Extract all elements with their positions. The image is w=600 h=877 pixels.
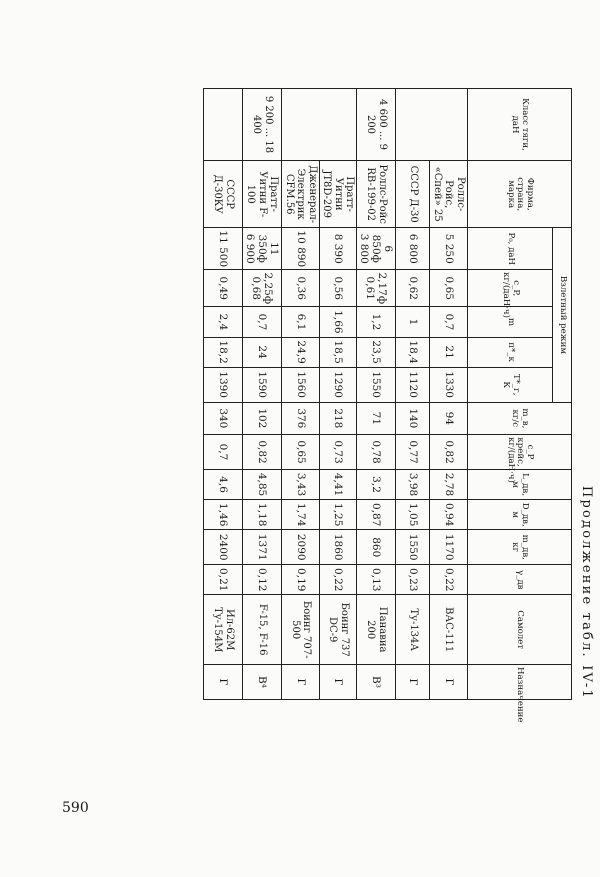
tg-cell: 1560 [282,367,320,402]
firm-cell: Роллс-Ройс RB-199-02 [357,161,396,228]
class-cell: 4 600 ... 9 200 [357,89,396,161]
mdv-cell: 1860 [319,530,357,565]
firm-cell: Пратт-Уитни F-100 [243,161,282,228]
l-cell: 3,98 [396,469,430,499]
p0-cell: 10 890 [282,228,320,270]
table-row [204,89,243,700]
p0-cell: 8 390 [319,228,357,270]
table-row [319,89,357,700]
tg-cell: 1590 [243,367,282,402]
header-takeoff: Взлетный режим [553,228,572,402]
cr-cell: 0,73 [319,435,357,470]
table-caption: Продолжение табл. IV-1 [579,485,594,700]
pk-cell: 24,9 [282,337,320,367]
p0-value: 3 800 [358,233,371,264]
cr-cell: 0,82 [430,435,468,470]
plane-cell: ВАС-111 [430,595,468,665]
m-cell: 1 [396,307,430,337]
cp-cell: 0,65 [430,270,468,307]
d-cell: 1,46 [204,500,243,530]
table-row [430,89,468,700]
mdv-cell: 1170 [430,530,468,565]
class-cell [204,89,243,161]
purpose-cell: Г [204,665,243,700]
firm-cell: СССР Д-30КУ [204,161,243,228]
l-cell: 3,43 [282,469,320,499]
rotated-table-area [170,0,600,723]
p0-cell [357,228,396,270]
d-cell: 1,25 [319,500,357,530]
m-cell: 6,1 [282,307,320,337]
tg-cell: 1330 [430,367,468,402]
purpose-cell: Г [319,665,357,700]
header-mv: m_в, кг/с [468,402,572,435]
p0-value: 6 900 [244,233,257,264]
header-class: Класс тяги, даН [468,89,572,161]
purpose-cell: Г [282,665,320,700]
header-mdv: m_дв, кг [468,530,572,565]
gamma-cell: 0,19 [282,565,320,595]
cp-value-forsage: 2,25ф [262,272,275,305]
cr-cell: 0,77 [396,435,430,470]
cp-cell [357,270,396,307]
m-cell: 0,7 [430,307,468,337]
d-cell: 1,05 [396,500,430,530]
mv-cell: 140 [396,402,430,435]
class-cell: 9 200 ... 18 400 [243,89,282,161]
mdv-cell: 2400 [204,530,243,565]
pk-cell: 18,2 [204,337,243,367]
p0-cell: 5 250 [430,228,468,270]
purpose-cell: Г [396,665,430,700]
p0-value-forsage: 11 350ф [256,234,281,263]
firm-cell: СССР Д-30 [396,161,430,228]
tg-cell: 1550 [357,367,396,402]
cp-cell: 0,36 [282,270,320,307]
table-row [282,89,320,700]
mdv-cell: 1550 [396,530,430,565]
cp-cell: 0,49 [204,270,243,307]
p0-value-forsage: 6 850ф [370,234,395,263]
d-cell: 0,94 [430,500,468,530]
pk-cell: 23,5 [357,337,396,367]
table-row [396,89,430,700]
p0-cell: 6 800 [396,228,430,270]
header-plane: Самолет [468,595,572,665]
header-pk: π*_к [468,337,553,367]
pk-cell: 24 [243,337,282,367]
tg-cell: 1390 [204,367,243,402]
purpose-cell: В⁴ [243,665,282,700]
firm-cell: Пратт-Уитни JT8D-209 [319,161,357,228]
gamma-cell: 0,22 [430,565,468,595]
d-cell: 1,74 [282,500,320,530]
header-P0: P₀, даН [468,228,553,270]
pk-cell: 18,4 [396,337,430,367]
mv-cell: 376 [282,402,320,435]
l-cell: 4,6 [204,469,243,499]
plane-cell: F-15, F-16 [243,595,282,665]
cp-cell: 0,62 [396,270,430,307]
mdv-cell: 1371 [243,530,282,565]
header-purpose: Назначение [468,665,572,700]
tg-cell: 1290 [319,367,357,402]
plane-cell: Ил-62М Ту-154М [204,595,243,665]
plane-cell: Боинг 737 DC-9 [319,595,357,665]
gamma-cell: 0,21 [204,565,243,595]
purpose-cell: В³ [357,665,396,700]
header-Tg: T*_г, К [468,367,553,402]
m-cell: 0,7 [243,307,282,337]
mv-cell: 94 [430,402,468,435]
gamma-cell: 0,13 [357,565,396,595]
plane-cell: Панавиа 200 [357,595,396,665]
m-cell: 1,2 [357,307,396,337]
purpose-cell: Г [430,665,468,700]
p0-cell: 11 500 [204,228,243,270]
header-D: D_дв, м [468,500,572,530]
table-row [357,89,396,700]
cp-value: 0,68 [250,276,263,300]
cp-cell: 0,56 [319,270,357,307]
gamma-cell: 0,22 [319,565,357,595]
firm-cell: Роллс-Ройс, «Спей» 25 [430,161,468,228]
l-cell: 4,41 [319,469,357,499]
mv-cell: 71 [357,402,396,435]
pk-cell: 18,5 [319,337,357,367]
gamma-cell: 0,12 [243,565,282,595]
d-cell: 1,18 [243,500,282,530]
header-L: L_дв, м [468,469,572,499]
d-cell: 0,87 [357,500,396,530]
l-cell: 4,85 [243,469,282,499]
cp-cell [243,270,282,307]
cr-cell: 0,7 [204,435,243,470]
mdv-cell: 2090 [282,530,320,565]
gamma-cell: 0,23 [396,565,430,595]
cr-cell: 0,78 [357,435,396,470]
l-cell: 3,2 [357,469,396,499]
mv-cell: 218 [319,402,357,435]
cr-cell: 0,82 [243,435,282,470]
m-cell: 1,66 [319,307,357,337]
cp-value-forsage: 2,17ф [376,272,389,305]
plane-cell: Боинг 707-500 [282,595,320,665]
page-number: 590 [62,800,89,816]
class-cell [396,89,468,161]
p0-cell [243,228,282,270]
table-row [243,89,282,700]
mv-cell: 102 [243,402,282,435]
l-cell: 2,78 [430,469,468,499]
header-firm: Фирма, страна, марка [468,161,572,228]
mv-cell: 340 [204,402,243,435]
pk-cell: 21 [430,337,468,367]
engine-data-table [203,88,572,723]
cr-cell: 0,65 [282,435,320,470]
m-cell: 2,4 [204,307,243,337]
mdv-cell: 860 [357,530,396,565]
header-m: m [468,307,553,337]
cp-value: 0,61 [364,276,377,300]
header-cP: c_P, кг/(даН·ч) [468,270,553,307]
plane-cell: Ту-134А [396,595,430,665]
header-cr: c_P крейс, кг/(даН·ч) [468,435,572,470]
header-gamma: γ_дв [468,565,572,595]
class-cell [282,89,357,161]
firm-cell: Дженерал-Электрик CFM.56 [282,161,320,228]
tg-cell: 1120 [396,367,430,402]
